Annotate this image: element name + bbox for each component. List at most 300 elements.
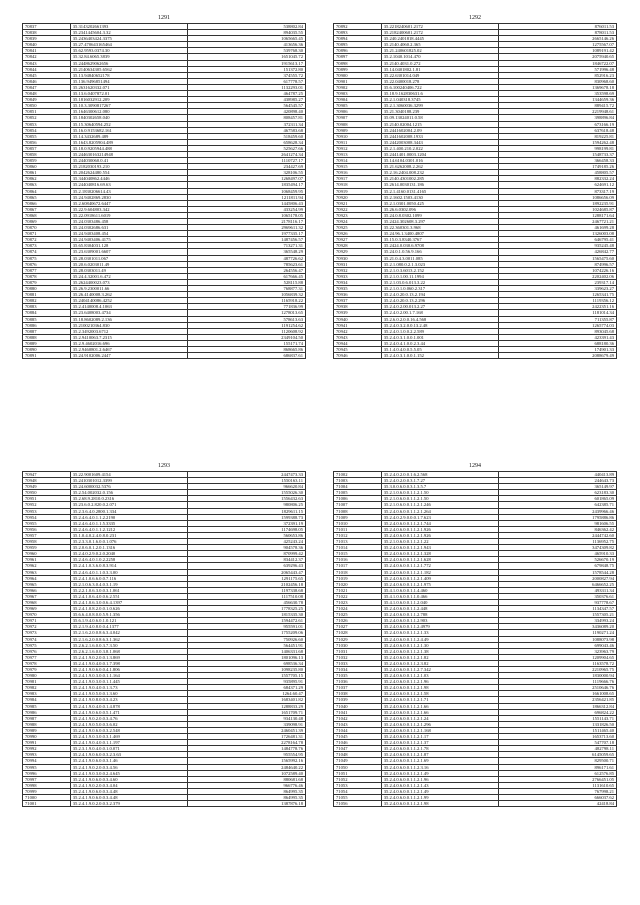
- code-cell: 35.2.4.0.6.0.0.1.1.2.1.926: [381, 532, 499, 538]
- record-id-cell: 70968: [23, 599, 71, 605]
- amount-cell: 1829611.15: [188, 508, 306, 514]
- amount-cell: 876011.53: [499, 24, 617, 30]
- code-cell: 35.344040862.4446: [70, 176, 188, 182]
- record-id-cell: 71038: [334, 691, 382, 697]
- code-cell: 35.21.0.4.3.0011.085: [381, 255, 499, 261]
- code-cell: 35.24.6000032.5376: [70, 484, 188, 490]
- amount-cell: 1565992.16: [188, 758, 306, 764]
- code-cell: 35.14.0401802.1.81: [381, 66, 499, 72]
- code-cell: 35.24.9403408.454: [70, 231, 188, 237]
- amount-cell: 1086656.09: [499, 194, 617, 200]
- record-id-cell: 70989: [23, 727, 71, 733]
- code-cell: 35.2.1.0.6.0.0.1.1.2.1.22: [381, 539, 499, 545]
- amount-cell: 698536.34: [188, 660, 306, 666]
- amount-cell: 1209904.65: [499, 654, 617, 660]
- code-cell: 35.2.4.0.6.0.0.1.1.2.1.628: [381, 557, 499, 563]
- code-cell: 35.2042624480.554: [70, 170, 188, 176]
- code-cell: 35.14.6104.0301.016: [381, 158, 499, 164]
- code-cell: 35.2.4140008.4.1063: [70, 304, 188, 310]
- code-cell: 35.24.4.32001.6.472: [70, 273, 188, 279]
- amount-cell: 518459.60: [188, 133, 306, 139]
- record-id-cell: 71032: [334, 654, 382, 660]
- code-cell: 35.23.6.0.2.820.0.2.071: [70, 502, 188, 508]
- amount-cell: 873317.19: [499, 188, 617, 194]
- record-id-cell: 70912: [334, 145, 382, 151]
- code-cell: 35.2.3492003.6712: [70, 328, 188, 334]
- amount-cell: 1683401.82: [188, 697, 306, 703]
- amount-cell: 1599388.73: [188, 514, 306, 520]
- amount-cell: 829500.71: [499, 758, 617, 764]
- record-id-cell: 70967: [23, 593, 71, 599]
- amount-cell: 864995.35: [188, 788, 306, 794]
- code-cell: 35.2.4.6.4.0.1.1.0.3.3.00: [70, 569, 188, 575]
- amount-cell: 896171.61: [499, 764, 617, 770]
- record-id-cell: 70840: [23, 42, 71, 48]
- code-cell: 35.2.1830206614.43: [70, 188, 188, 194]
- record-id-cell: 71005: [334, 490, 382, 496]
- code-cell: 35.32.84.6065.3839: [70, 54, 188, 60]
- code-cell: 35.244040816.69.63: [70, 182, 188, 188]
- code-cell: 35.2404140086.4252: [70, 298, 188, 304]
- code-cell: 35.2.4.0.6.0.0.1.1.2.7.342: [381, 667, 499, 673]
- amount-cell: 374555.72: [188, 72, 306, 78]
- record-id-cell: 71046: [334, 740, 382, 746]
- amount-cell: 42418.84: [499, 801, 617, 807]
- record-id-cell: 70878: [23, 273, 71, 279]
- code-cell: 35.18.8602089.2.136: [70, 316, 188, 322]
- record-id-cell: 70863: [23, 182, 71, 188]
- amount-cell: 1024685.87: [499, 206, 617, 212]
- record-id-cell: 71052: [334, 776, 382, 782]
- amount-cell: 1191254.62: [188, 322, 306, 328]
- amount-cell: 2278164.78: [188, 740, 306, 746]
- amount-cell: 767998.21: [499, 788, 617, 794]
- code-cell: 35.2.4.0.6.0.0.1.1.2.1.49: [381, 788, 499, 794]
- code-cell: 35.2.4.1.9.0.4.0.0.1.3.73: [70, 685, 188, 691]
- amount-cell: 666037.62: [499, 794, 617, 800]
- record-id-cell: 71034: [334, 667, 382, 673]
- amount-cell: 1755209.06: [188, 630, 306, 636]
- code-cell: 35.2.4.0.6.0.0.1.1.2.1.98: [381, 801, 499, 807]
- amount-cell: 750926.60: [188, 636, 306, 642]
- code-cell: 35.2341445604.3.32: [70, 30, 188, 36]
- amount-cell: 935895.91: [188, 679, 306, 685]
- code-cell: 35.2.4.1.9.0.6.0.0.3.2.3.63: [70, 752, 188, 758]
- amount-cell: 538802.84: [188, 24, 306, 30]
- code-cell: 35.2.4.0.4.1.0.0.2.3.44: [381, 340, 499, 346]
- record-id-cell: 70986: [23, 709, 71, 715]
- code-cell: 35.2.4.0.2.0.0.1.6.2.568: [381, 472, 499, 478]
- code-cell: 35.2.1.3060036.3299: [381, 103, 499, 109]
- code-cell: 35.2.4.0.6.0.0.1.1.2.1.82: [381, 654, 499, 660]
- code-cell: 35.15.30640594.252: [70, 121, 188, 127]
- amount-cell: 1344659.36: [499, 97, 617, 103]
- code-cell: 35.6.100240406.722: [381, 84, 499, 90]
- amount-cell: 1136952.75: [499, 539, 617, 545]
- code-cell: 35.2442003008.3443: [381, 139, 499, 145]
- record-id-cell: 70930: [334, 255, 382, 261]
- amount-cell: 1977335.17: [188, 231, 306, 237]
- record-id-cell: 71036: [334, 679, 382, 685]
- amount-cell: 1369678.18: [499, 84, 617, 90]
- record-id-cell: 70846: [23, 78, 71, 84]
- code-cell: 35.2.4.0.6.0.0.1.1.2.1.66: [381, 703, 499, 709]
- amount-cell: 852916.23: [499, 72, 617, 78]
- code-cell: 35.2.4.0.3.1.0.0.1.152: [381, 353, 499, 359]
- code-cell: 35.2.4.1.9.0.2.0.0.3.4.04: [70, 782, 188, 788]
- amount-cell: 937778.67: [499, 599, 617, 605]
- record-id-cell: 71009: [334, 514, 382, 520]
- code-cell: 35.2410301012.3399: [70, 478, 188, 484]
- amount-cell: 1445806.43: [188, 200, 306, 206]
- code-cell: 35.2.4.1.9.0.3.0.0.1.1.164: [70, 673, 188, 679]
- amount-cell: 686837.61: [188, 353, 306, 359]
- code-cell: 35.21.240601825.02: [381, 48, 499, 54]
- amount-cell: 2439966.46: [499, 508, 617, 514]
- record-id-cell: 70999: [23, 788, 71, 794]
- code-cell: 35.2.4.1.9.0.3.0.0.2.4.645: [70, 770, 188, 776]
- code-cell: 35.1816032912.209: [70, 97, 188, 103]
- record-id-cell: 70926: [334, 231, 382, 237]
- record-id-cell: 70928: [334, 243, 382, 249]
- code-cell: 35.2.4.1.9.0.2.0.0.1.3.869: [70, 654, 188, 660]
- record-id-cell: 71002: [334, 472, 382, 478]
- code-cell: 35.2.4.0.6.0.0.1.1.2.1.99: [381, 794, 499, 800]
- record-id-cell: 70965: [23, 581, 71, 587]
- record-id-cell: 71030: [334, 642, 382, 648]
- amount-cell: 1131610.65: [499, 782, 617, 788]
- amount-cell: 771836.99: [188, 304, 306, 310]
- code-cell: 35.2.4.0.2.9.0.2.0.2040: [70, 551, 188, 557]
- page-block-1: [22, 14, 306, 359]
- code-cell: 35.22.6301014.049: [381, 72, 499, 78]
- record-id-cell: 70859: [23, 158, 71, 164]
- amount-cell: 1068459.95: [188, 188, 306, 194]
- amount-cell: 684371.29: [188, 685, 306, 691]
- code-cell: 35.136.9496851494: [70, 78, 188, 84]
- code-cell: 35.2.4.0.6.0.0.1.1.2.1.38: [381, 648, 499, 654]
- code-cell: 35.2.4.0.6.0.0.1.1.2.1.58: [381, 691, 499, 697]
- amount-cell: 870999.42: [188, 551, 306, 557]
- amount-cell: 438985.27: [188, 97, 306, 103]
- record-id-cell: 70838: [23, 30, 71, 36]
- amount-cell: 642385.71: [499, 502, 617, 508]
- record-id-cell: 70897: [334, 54, 382, 60]
- amount-cell: 819225.81: [499, 133, 617, 139]
- record-id-cell: 71043: [334, 721, 382, 727]
- record-id-cell: 71001: [23, 801, 71, 807]
- record-id-cell: 71056: [334, 801, 382, 807]
- code-cell: 35.2.4.0.6.0.0.1.1.2.1.975: [381, 581, 499, 587]
- code-cell: 35.2.1.0.1.0.060.2.317: [381, 286, 499, 292]
- record-id-cell: 71050: [334, 764, 382, 770]
- record-id-cell: 70947: [23, 472, 71, 478]
- amount-cell: 617778.57: [188, 78, 306, 84]
- amount-cell: 658628.34: [188, 139, 306, 145]
- amount-cell: 679848.75: [499, 563, 617, 569]
- amount-cell: 1749185.26: [499, 164, 617, 170]
- record-id-cell: 70974: [23, 636, 71, 642]
- record-id-cell: 70839: [23, 36, 71, 42]
- record-id-cell: 71041: [334, 709, 382, 715]
- amount-cell: 966620.84: [188, 484, 306, 490]
- record-id-cell: 70937: [334, 298, 382, 304]
- amount-cell: 1551143.71: [499, 715, 617, 721]
- code-cell: 35.2441401.0003.1204: [381, 151, 499, 157]
- code-cell: 35.2624400023.073: [70, 279, 188, 285]
- code-cell: 35.2.4.1.9.0.5.0.0.1.3.60: [70, 691, 188, 697]
- record-id-cell: 71018: [334, 569, 382, 575]
- code-cell: 35.2.4.1.9.0.6.0.0.3.4.48: [70, 794, 188, 800]
- record-id-cell: 70929: [334, 249, 382, 255]
- amount-cell: 2202402.06: [499, 273, 617, 279]
- code-cell: 35.4.1.0.6.0.0.1.1.0.466: [381, 593, 499, 599]
- amount-cell: 617666.45: [188, 273, 306, 279]
- amount-cell: 426842.77: [499, 249, 617, 255]
- code-cell: 35.2.4.0.6.0.0.1.1.2.1.03: [381, 673, 499, 679]
- record-id-cell: 70939: [334, 310, 382, 316]
- record-id-cell: 70860: [23, 164, 71, 170]
- code-cell: 35.2.4.0.6.0.0.1.1.2.1.78: [381, 746, 499, 752]
- record-id-cell: 71024: [334, 606, 382, 612]
- code-cell: 35.2.4.6.4.0.1.1.2.2190: [70, 514, 188, 520]
- code-cell: 35.2.1040.1014.470: [381, 54, 499, 60]
- code-cell: 35.2100210364.830: [70, 322, 188, 328]
- record-id-cell: 70876: [23, 261, 71, 267]
- amount-cell: 2356421.85: [499, 697, 617, 703]
- record-id-cell: 71015: [334, 551, 382, 557]
- amount-cell: 2665146.26: [499, 36, 617, 42]
- amount-cell: 1550163.11: [188, 478, 306, 484]
- record-id-cell: 71040: [334, 703, 382, 709]
- amount-cell: 398896.84: [499, 115, 617, 121]
- code-cell: 35.240.2401818.4445: [381, 36, 499, 42]
- code-cell: 35.2.4.0.2.00.013.2.27: [381, 304, 499, 310]
- code-cell: 35.4.1.0.6.0.0.1.1.2.040: [381, 599, 499, 605]
- code-cell: 35.27.470643165464: [70, 42, 188, 48]
- amount-cell: 539768.30: [188, 48, 306, 54]
- code-cell: 35.2.4.0.6.0.0.1.1.2.1.926: [381, 526, 499, 532]
- record-id-cell: 70943: [334, 334, 382, 340]
- amount-cell: 366458.33: [499, 158, 617, 164]
- amount-cell: 1056839.32: [188, 292, 306, 298]
- code-cell: 35.2436403424.3375: [70, 36, 188, 42]
- code-cell: 35.2.4.0.6.0.0.1.1.2.4979: [381, 624, 499, 630]
- record-id-cell: 70852: [23, 115, 71, 121]
- record-id-cell: 70864: [23, 188, 71, 194]
- code-cell: 35.2.4.0.6.0.0.1.1.2.3.16: [381, 764, 499, 770]
- code-cell: 35.1.0.4.0.2.4.0.8.0.231: [70, 532, 188, 538]
- amount-cell: 1065178.05: [188, 212, 306, 218]
- record-id-cell: 70920: [334, 194, 382, 200]
- code-cell: 35.24.0.1.0.56.9.166: [381, 249, 499, 255]
- record-id-cell: 70970: [23, 612, 71, 618]
- record-id-cell: 70887: [23, 328, 71, 334]
- record-id-cell: 70875: [23, 255, 71, 261]
- code-cell: 35.23.6408003.4734: [70, 310, 188, 316]
- code-cell: 35.2.4.0.2.00.1.7.168: [381, 310, 499, 316]
- code-cell: 35.244030060.0.41: [70, 158, 188, 164]
- code-cell: 35.2.4.0.6.0.0.1.1.2.1.96: [381, 679, 499, 685]
- code-cell: 35.2.4.1.0.8.2.0.0.1.0.626: [70, 606, 188, 612]
- record-id-cell: 71048: [334, 752, 382, 758]
- code-cell: 35.23.6309001.6607: [70, 249, 188, 255]
- record-id-cell: 70984: [23, 697, 71, 703]
- record-id-cell: 70935: [334, 286, 382, 292]
- code-cell: 35.2.4.0.6.0.0.1.1.2.1.17: [381, 734, 499, 740]
- record-id-cell: 70842: [23, 54, 71, 60]
- amount-cell: 713271.31: [188, 243, 306, 249]
- code-cell: 35.2.0.6.0.1.2.0.1.1316: [70, 545, 188, 551]
- code-cell: 35.26.6.0302.096: [381, 206, 499, 212]
- record-id-cell: 71051: [334, 770, 382, 776]
- code-cell: 35.1643.8205904.489: [70, 139, 188, 145]
- record-id-cell: 70921: [334, 200, 382, 206]
- record-id-cell: 70861: [23, 170, 71, 176]
- amount-cell: 601865.09: [499, 496, 617, 502]
- code-cell: 35.2.4.0.3.2.0.0.13.2.48: [381, 322, 499, 328]
- record-id-cell: 70976: [23, 648, 71, 654]
- code-cell: 35.65.8304031.128: [70, 243, 188, 249]
- amount-cell: 1557705.15: [188, 673, 306, 679]
- amount-cell: 1197338.68: [188, 587, 306, 593]
- record-id-cell: 70961: [23, 557, 71, 563]
- code-cell: 35.2.4.0.20.0.13.2.296: [381, 298, 499, 304]
- record-id-cell: 70889: [23, 340, 71, 346]
- amount-cell: 1065665.45: [188, 36, 306, 42]
- record-id-cell: 70904: [334, 97, 382, 103]
- amount-cell: 894035.55: [188, 30, 306, 36]
- code-cell: 35.2.4.6.4.0.1.1.2.1212: [70, 526, 188, 532]
- record-id-cell: 70990: [23, 734, 71, 740]
- amount-cell: 2444742.60: [499, 532, 617, 538]
- amount-cell: 353598.69: [499, 91, 617, 97]
- code-cell: 35.20.6.0203011.49: [70, 261, 188, 267]
- amount-cell: 1892235.91: [499, 200, 617, 206]
- code-cell: 35.2.1.0301.0050.425: [381, 200, 499, 206]
- amount-cell: 639296.43: [188, 563, 306, 569]
- amount-cell: 868665.86: [188, 346, 306, 352]
- record-id-cell: 70884: [23, 310, 71, 316]
- code-cell: 35.2.6.0.2.0.0.16.4.568: [381, 316, 499, 322]
- amount-cell: 2484640.22: [188, 764, 306, 770]
- code-cell: 35.2.4.0.20.0.13.2.194: [381, 292, 499, 298]
- record-id-cell: 70975: [23, 642, 71, 648]
- amount-cell: 981606.55: [499, 520, 617, 526]
- amount-cell: 525627.66: [188, 145, 306, 151]
- amount-cell: 2447473.33: [188, 472, 306, 478]
- amount-cell: 465910.33: [499, 551, 617, 557]
- record-id-cell: 70964: [23, 575, 71, 581]
- code-cell: 35.2.1.03.0.6.013.3.22: [381, 279, 499, 285]
- record-id-cell: 70954: [23, 514, 71, 520]
- amount-cell: 1211811.94: [188, 194, 306, 200]
- amount-cell: 893045.68: [499, 328, 617, 334]
- amount-cell: 955591.01: [188, 624, 306, 630]
- amount-cell: 623183.30: [499, 490, 617, 496]
- amount-cell: 785623.61: [188, 261, 306, 267]
- amount-cell: 1487456.57: [188, 237, 306, 243]
- amount-cell: 339623.27: [499, 286, 617, 292]
- record-id-cell: 70855: [23, 133, 71, 139]
- amount-cell: 1866312.84: [499, 703, 617, 709]
- code-cell: 35.2441602008.1933: [381, 133, 499, 139]
- amount-cell: 244643.73: [499, 478, 617, 484]
- amount-cell: 1265341.75: [499, 292, 617, 298]
- record-id-cell: 71028: [334, 630, 382, 636]
- code-cell: 35.6.1.9.4.0.6.0.1.0.121: [70, 618, 188, 624]
- amount-cell: 1110727.17: [188, 158, 306, 164]
- record-id-cell: 70959: [23, 545, 71, 551]
- amount-cell: 433254.99: [188, 206, 306, 212]
- record-id-cell: 70857: [23, 145, 71, 151]
- code-cell: 35.2.1.0.6.0.0.1.1.2.1.50: [381, 496, 499, 502]
- code-cell: 35.2.4.0.6.0.0.1.1.2.1.182: [381, 569, 499, 575]
- record-id-cell: 71003: [334, 478, 382, 484]
- amount-cell: 578613.63: [188, 316, 306, 322]
- code-cell: 35.2.16.2404.008.232: [381, 170, 499, 176]
- amount-cell: 1265774.03: [499, 322, 617, 328]
- code-cell: 35.28.0301011.067: [70, 255, 188, 261]
- amount-cell: 1653713.60: [499, 734, 617, 740]
- code-cell: 35.2.3.3.0.1.6.0.0.1.076: [70, 539, 188, 545]
- record-id-cell: 70987: [23, 715, 71, 721]
- amount-cell: 2510646.76: [499, 685, 617, 691]
- record-id-cell: 70958: [23, 539, 71, 545]
- record-id-cell: 70995: [23, 764, 71, 770]
- amount-cell: 768877.31: [188, 286, 306, 292]
- amount-cell: 6466652.25: [499, 581, 617, 587]
- amount-cell: 1134347.57: [499, 606, 617, 612]
- record-id-cell: 70950: [23, 490, 71, 496]
- record-id-cell: 70994: [23, 758, 71, 764]
- code-cell: 35.2.4.0.1.0.0.2.2.589: [381, 328, 499, 334]
- amount-cell: 1088073.98: [499, 636, 617, 642]
- code-cell: 35.2.4.1.0.6.4.0.0.6.2.551: [70, 593, 188, 599]
- record-id-cell: 70873: [23, 243, 71, 249]
- code-cell: 35.2.4.0.6.0.0.1.1.2.1.328: [381, 551, 499, 557]
- record-id-cell: 70919: [334, 188, 382, 194]
- record-id-cell: 71012: [334, 532, 382, 538]
- amount-cell: 2969611.32: [188, 225, 306, 231]
- record-id-cell: 71054: [334, 788, 382, 794]
- amount-cell: 1288171.64: [499, 212, 617, 218]
- record-id-cell: 70938: [334, 304, 382, 310]
- amount-cell: 2088679.49: [499, 353, 617, 359]
- amount-cell: 2000827.94: [499, 575, 617, 581]
- amount-cell: 487726.62: [188, 255, 306, 261]
- amount-cell: 2065443.47: [188, 569, 306, 575]
- code-cell: 35.2.1.400.210.2.022: [381, 145, 499, 151]
- amount-cell: 564451.91: [188, 642, 306, 648]
- amount-cell: 808457.81: [188, 115, 306, 121]
- record-id-cell: 70907: [334, 115, 382, 121]
- record-id-cell: 70882: [23, 298, 71, 304]
- ledger-table: [22, 23, 306, 359]
- record-id-cell: 70916: [334, 170, 382, 176]
- code-cell: 35.2.1.0.6.0.0.1.1.2.1.50: [381, 490, 499, 496]
- record-id-cell: 70868: [23, 212, 71, 218]
- code-cell: 35.2.4.0.6.0.0.1.1.2.1.30: [381, 642, 499, 648]
- record-id-cell: 70888: [23, 334, 71, 340]
- record-id-cell: 70951: [23, 496, 71, 502]
- record-id-cell: 70963: [23, 569, 71, 575]
- code-cell: 35.18.0.9205944.488: [70, 145, 188, 151]
- record-id-cell: 70872: [23, 237, 71, 243]
- amount-cell: 1181014.34: [499, 310, 617, 316]
- record-id-cell: 71037: [334, 685, 382, 691]
- record-id-cell: 70945: [334, 346, 382, 352]
